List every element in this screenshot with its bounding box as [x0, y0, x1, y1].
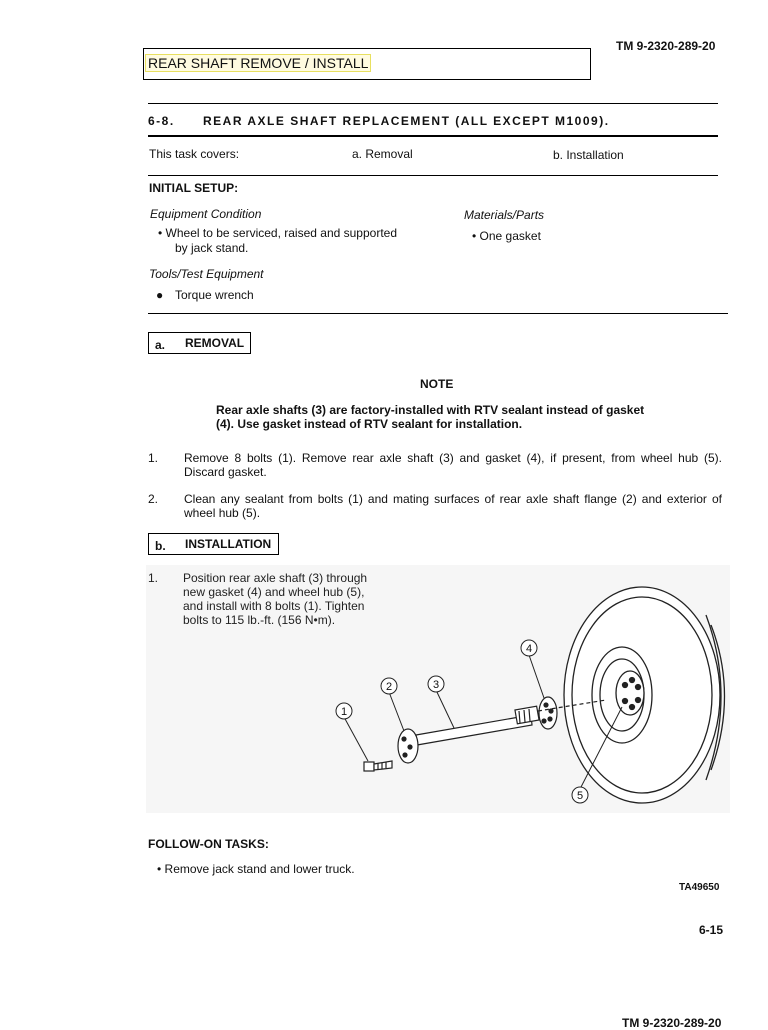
task-covers-label: This task covers:	[149, 147, 240, 161]
svg-text:5: 5	[576, 790, 584, 802]
step-number: 1.	[148, 571, 159, 585]
initial-setup-heading: INITIAL SETUP:	[149, 181, 239, 195]
installation-label-box	[148, 533, 279, 555]
note-heading: NOTE	[420, 377, 454, 391]
title-text: REAR SHAFT REMOVE / INSTALL	[145, 54, 371, 72]
task-item: a. Removal	[352, 147, 413, 161]
tools-heading: Tools/Test Equipment	[149, 267, 264, 281]
step-text-line: bolts to 115 lb.-ft. (156 N•m).	[183, 613, 336, 627]
tm-number-bottom: TM 9-2320-289-20	[622, 1016, 722, 1030]
svg-text:3: 3	[432, 679, 440, 691]
installation-label: INSTALLATION	[185, 537, 272, 551]
svg-text:1: 1	[340, 706, 348, 718]
follow-on-heading: FOLLOW-ON TASKS:	[148, 837, 269, 851]
step-number: 2.	[148, 492, 159, 506]
step-text-line: new gasket (4) and wheel hub (5),	[183, 585, 365, 599]
divider	[148, 175, 718, 176]
step-text-line: Position rear axle shaft (3) through	[183, 571, 368, 585]
removal-label: REMOVAL	[185, 336, 245, 350]
section-title: REAR AXLE SHAFT REPLACEMENT (ALL EXCEPT M1009).	[203, 114, 610, 128]
equipment-condition-item: by jack stand.	[175, 241, 249, 255]
equipment-condition-heading: Equipment Condition	[150, 207, 262, 221]
svg-text:2: 2	[385, 681, 393, 693]
divider	[148, 313, 728, 314]
note-text: Rear axle shafts (3) are factory-installed with RTV sealant instead of gasket (4). Use gasket instead of RTV sealant for installation.	[216, 403, 645, 431]
section-number: 6-8.	[148, 114, 175, 128]
installation-letter: b.	[155, 539, 166, 553]
bullet-icon: ●	[156, 288, 164, 302]
tools-item: Torque wrench	[175, 288, 254, 302]
svg-text:4: 4	[525, 643, 533, 655]
removal-letter: a.	[155, 338, 166, 352]
materials-heading: Materials/Parts	[464, 208, 545, 222]
tm-number: TM 9-2320-289-20	[616, 39, 716, 53]
equipment-condition-item: • Wheel to be serviced, raised and supported	[158, 226, 398, 240]
step-text: Remove 8 bolts (1). Remove rear axle shaft (3) and gasket (4), if present, from wheel hub (5). Discard gasket.	[184, 451, 722, 479]
step-text: Clean any sealant from bolts (1) and mating surfaces of rear axle shaft flange (2) and exterior of wheel hub (5).	[184, 492, 722, 520]
task-item: b. Installation	[553, 148, 624, 162]
step-text-line: and install with 8 bolts (1). Tighten	[183, 599, 365, 613]
divider	[148, 103, 718, 104]
gasket-drawing	[539, 697, 557, 729]
axle-shaft-figure	[146, 565, 730, 813]
page-number: 6-15	[699, 923, 724, 937]
divider	[148, 135, 718, 137]
figure-id: TA49650	[679, 882, 720, 893]
follow-on-item: • Remove jack stand and lower truck.	[157, 862, 355, 876]
materials-item: • One gasket	[472, 229, 541, 243]
removal-label-box	[148, 332, 251, 354]
step-number: 1.	[148, 451, 159, 465]
title-box	[143, 48, 591, 80]
